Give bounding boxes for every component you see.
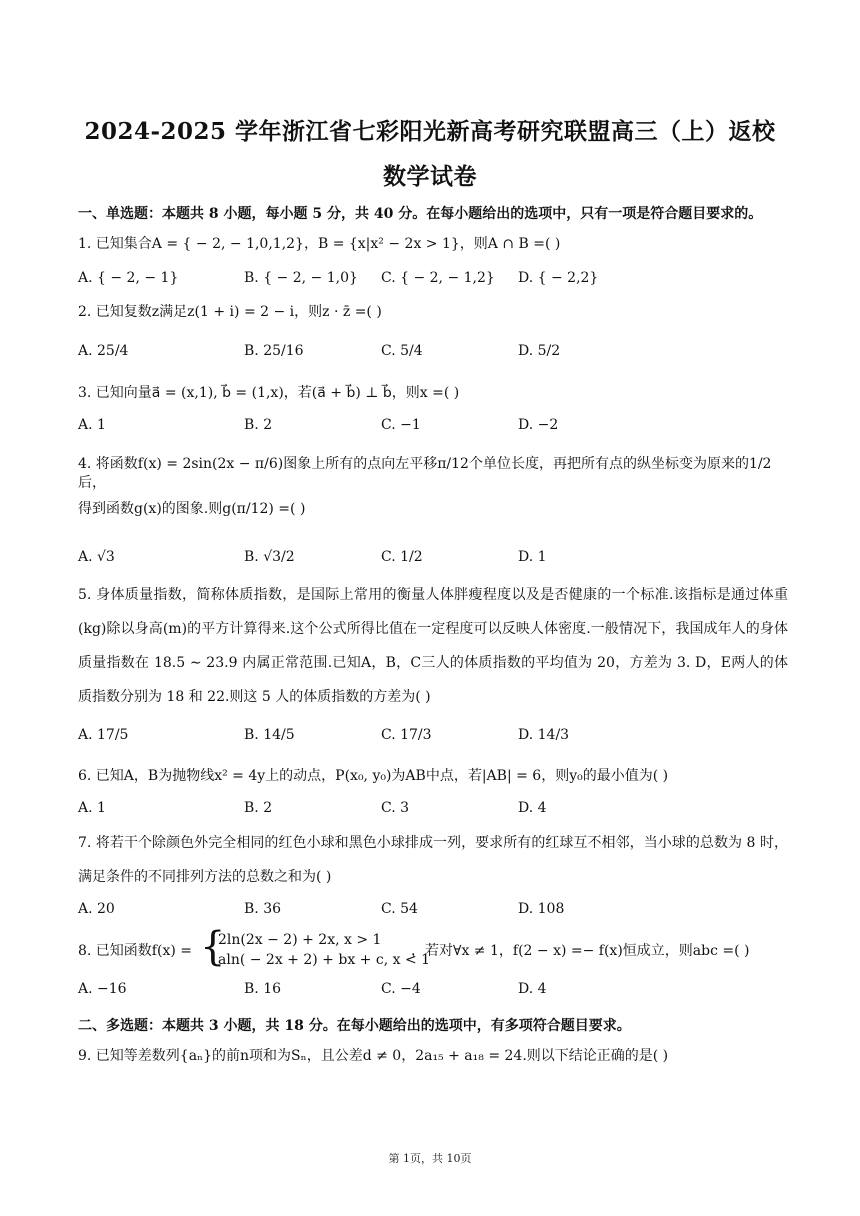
option-b: B. { − 2, − 1,0} — [244, 270, 358, 286]
option-c: C. 3 — [381, 800, 410, 816]
option-c: C. 5/4 — [381, 343, 423, 359]
option-a: A. 1 — [78, 417, 106, 433]
option-a: A. 20 — [78, 901, 115, 917]
question-4-line1: 4. 将函数f(x) = 2sin(2x − π/6)图象上所有的点向左平移π/12个单位长度，再把所有点的纵坐标变为原来的1/2后， — [78, 456, 772, 491]
option-c: C. 54 — [381, 901, 418, 917]
option-d: D. 4 — [518, 800, 547, 816]
page-footer: 第 1页，共 10页 — [388, 1152, 472, 1165]
option-c: C. { − 2, − 1,2} — [381, 270, 495, 286]
option-d: D. 1 — [518, 549, 547, 565]
question-9-stem: 9. 已知等差数列{aₙ}的前n项和为Sₙ，且公差d ≠ 0，2a₁₅ + a₁₈ = 24.则以下结论正确的是( ) — [78, 1048, 669, 1064]
option-a: A. 25/4 — [78, 343, 129, 359]
option-d: D. { − 2,2} — [518, 270, 599, 286]
question-8-case-2: aln( − 2x + 2) + bx + c, x < 1 — [218, 952, 431, 968]
option-a: A. { − 2, − 1} — [78, 270, 179, 286]
question-8-prefix: 8. 已知函数f(x) = — [78, 943, 192, 959]
option-c: C. −4 — [381, 981, 421, 997]
question-4-options — [78, 549, 788, 571]
option-c: C. −1 — [381, 417, 421, 433]
question-5-text: 5. 身体质量指数，简称体质指数，是国际上常用的衡量人体胖瘦程度以及是否健康的一个标准.该指标是通过体重(kg)除以身高(m)的平方计算得来.这个公式所得比值在一定程度可以反映人体密度.一般情况下，我国成年人的身体质量指数在 18.5 ∼ 23.9 内属正常范围.已知A，B，C三人的体质指数的平均值为 20，方差为 3. D，E两人的体质指数分别为 18 和 22.则这 5 人的体质指数的方差为( ) — [78, 587, 788, 705]
question-2-options — [78, 343, 788, 365]
option-b: B. 14/5 — [244, 727, 295, 743]
question-3-stem: 3. 已知向量a⃗ = (x,1), b⃗ = (1,x)，若(a⃗ + b⃗) ⊥ b⃗，则x =( ) — [78, 385, 460, 401]
question-7-text: 7. 将若干个除颜色外完全相同的红色小球和黑色小球排成一列，要求所有的红球互不相邻，当小球的总数为 8 时，满足条件的不同排列方法的总数之和为( ) — [78, 835, 788, 885]
section-heading-single-choice: 一、单选题：本题共 8 小题，每小题 5 分，共 40 分。在每小题给出的选项中，只有一项是符合题目要求的。 — [78, 206, 763, 222]
question-7-options — [78, 901, 788, 923]
option-b: B. 2 — [244, 800, 273, 816]
option-a: A. −16 — [78, 981, 127, 997]
option-d: D. 4 — [518, 981, 547, 997]
question-8-options — [78, 981, 788, 1003]
question-3-options — [78, 417, 788, 439]
option-b: B. 36 — [244, 901, 282, 917]
question-6-stem: 6. 已知A，B为抛物线x² = 4y上的动点，P(x₀, y₀)为AB中点，若|AB| = 6，则y₀的最小值为( ) — [78, 768, 669, 784]
option-c: C. 17/3 — [381, 727, 432, 743]
question-2-stem: 2. 已知复数z满足z(1 + i) = 2 − i，则z · z̄ =( ) — [78, 304, 382, 320]
option-a: A. 17/5 — [78, 727, 129, 743]
option-c: C. 1/2 — [381, 549, 423, 565]
option-a: A. √3 — [78, 549, 115, 565]
option-d: D. −2 — [518, 417, 559, 433]
brace-icon: { — [200, 924, 226, 970]
question-5-options — [78, 727, 788, 749]
question-4-line2: 得到函数g(x)的图象.则g(π/12) =( ) — [78, 501, 306, 517]
option-d: D. 108 — [518, 901, 565, 917]
question-8-stem — [78, 924, 788, 971]
option-b: B. 16 — [244, 981, 282, 997]
question-8-suffix: ，若对∀x ≠ 1，f(2 − x) =− f(x)恒成立，则abc =( ) — [411, 943, 750, 959]
option-d: D. 14/3 — [518, 727, 570, 743]
option-b: B. 2 — [244, 417, 273, 433]
exam-title-line1: 2024-2025 学年浙江省七彩阳光新高考研究联盟高三（上）返校 — [84, 118, 776, 145]
question-1-stem: 1. 已知集合A = { − 2, − 1,0,1,2}，B = {x|x² − 2x > 1}，则A ∩ B =( ) — [78, 236, 561, 252]
exam-title-line2: 数学试卷 — [383, 163, 477, 190]
option-b: B. √3/2 — [244, 549, 295, 565]
option-a: A. 1 — [78, 800, 106, 816]
question-6-options — [78, 800, 788, 822]
question-1-options — [78, 270, 788, 292]
option-b: B. 25/16 — [244, 343, 304, 359]
question-8-case-1: 2ln(2x − 2) + 2x, x > 1 — [218, 932, 382, 948]
option-d: D. 5/2 — [518, 343, 561, 359]
section-heading-multiple-choice: 二、多选题：本题共 3 小题，共 18 分。在每小题给出的选项中，有多项符合题目要求。 — [78, 1018, 631, 1034]
